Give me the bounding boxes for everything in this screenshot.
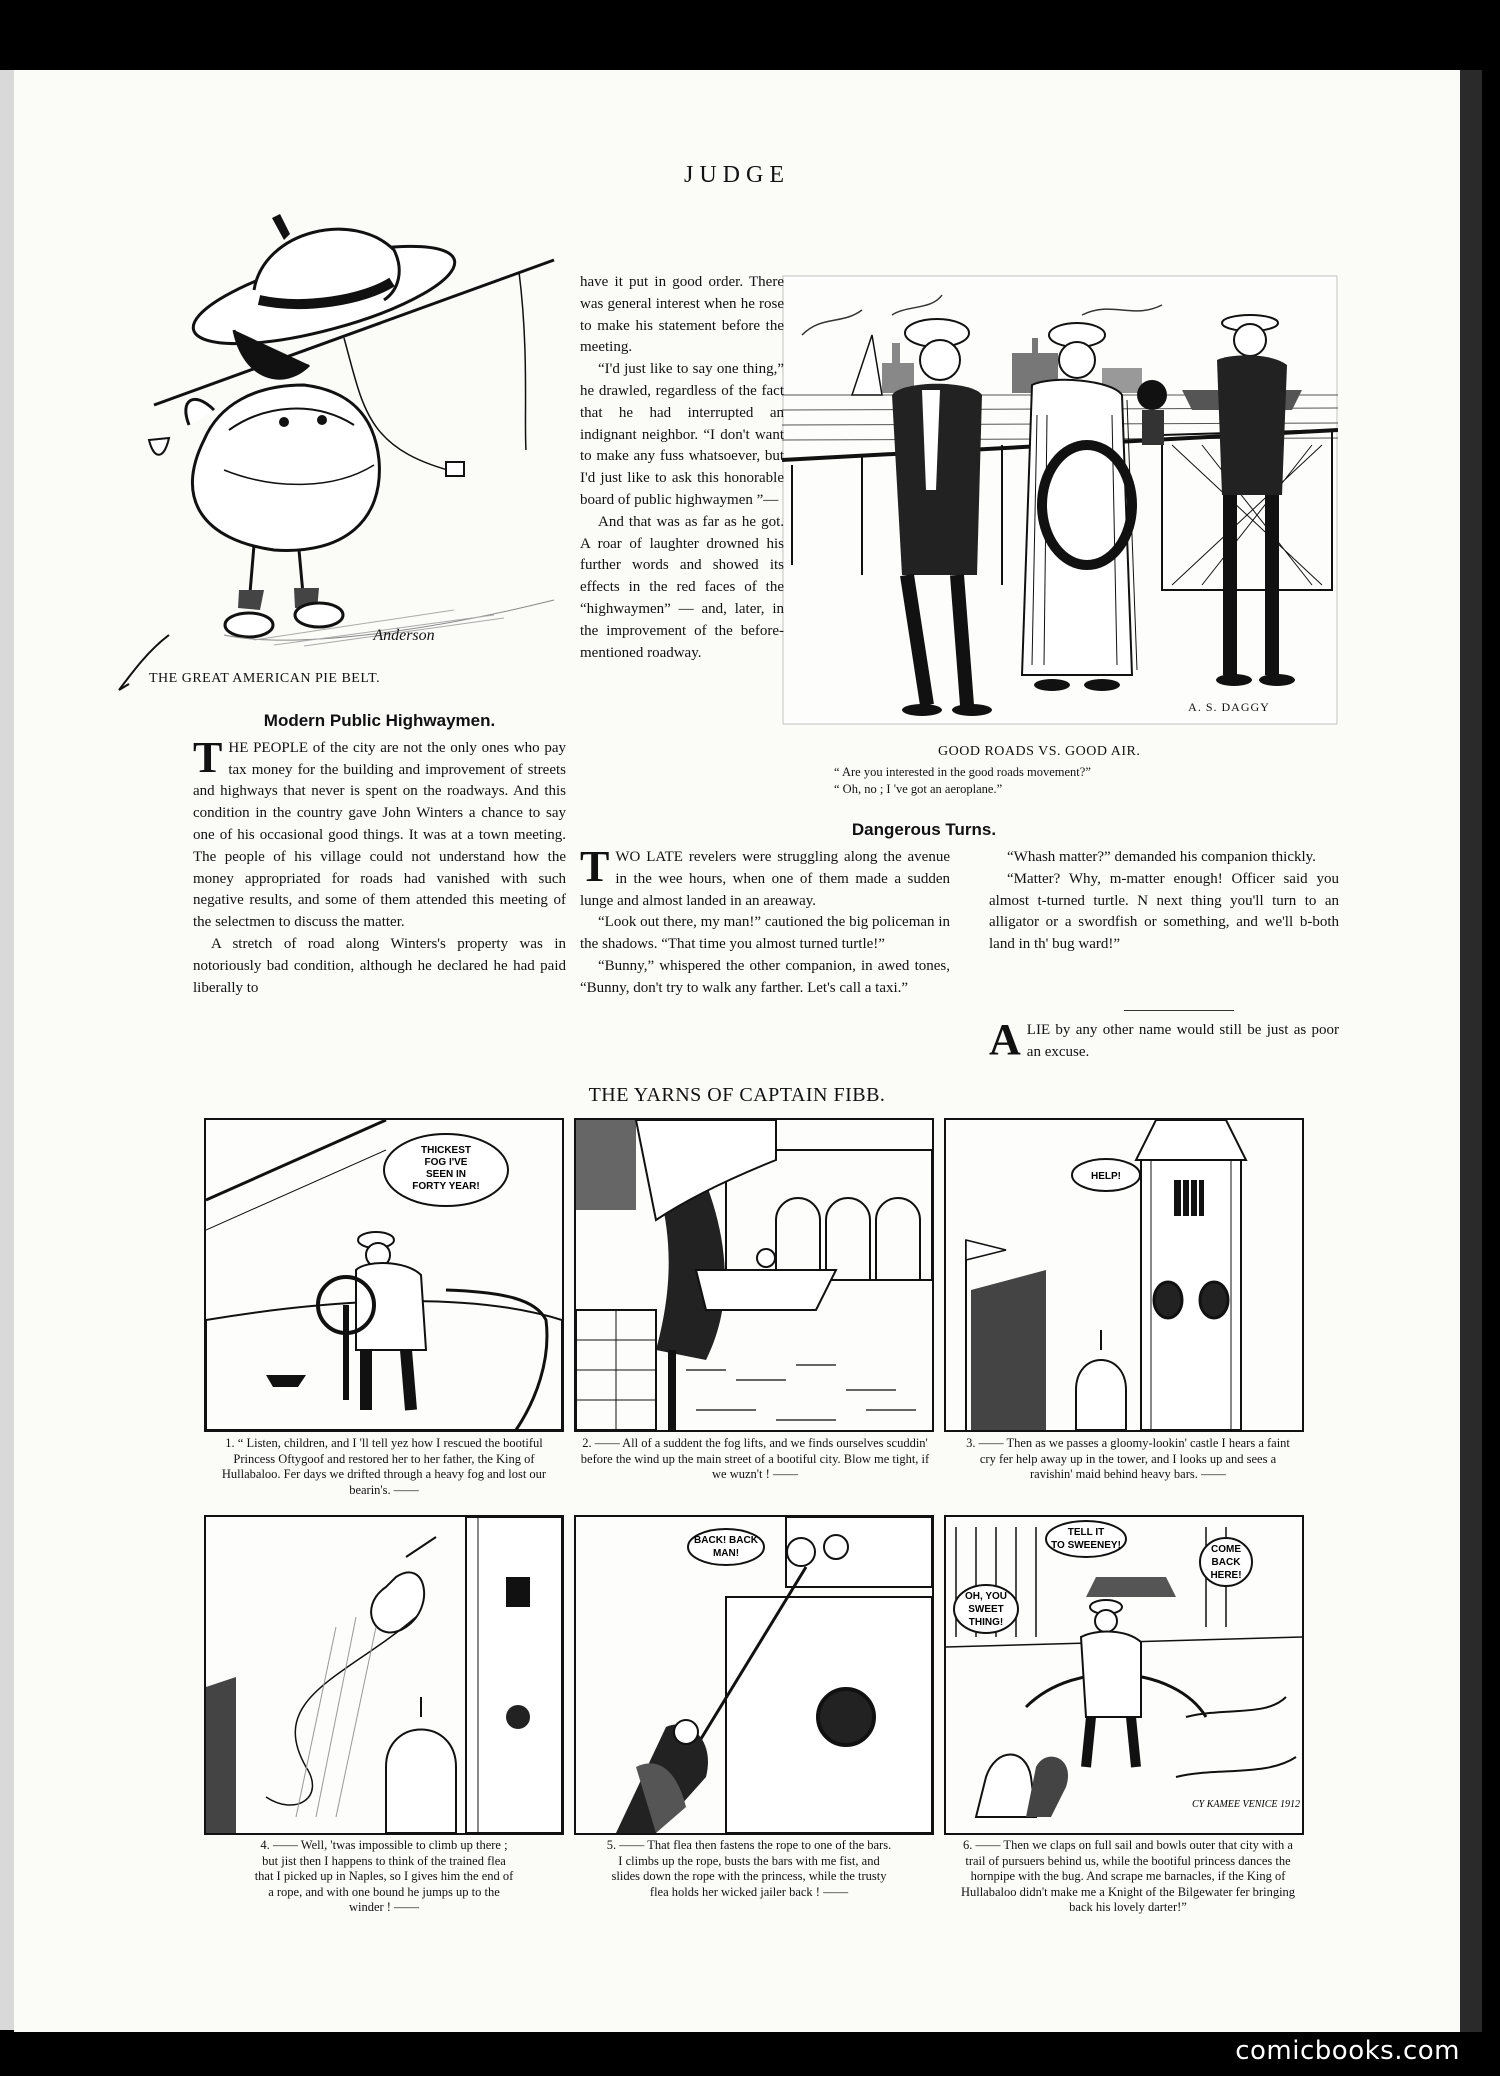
article-dangerous-p2: “Look out there, my man!” cautioned the big policeman in the shadows. “That time you almost turned turtle!” — [580, 914, 950, 953]
good-roads-signature: A. S. DAGGY — [1188, 700, 1270, 714]
article-lie — [989, 1015, 1339, 1064]
article-highwaymen-p3: have it put in good order. There was general interest when he rose to make his statement before the meeting. — [580, 274, 784, 356]
scan-right-edge — [1460, 70, 1482, 2032]
article-dangerous-p5: “Matter? Why, m-matter enough! Officer said you almost t-turned turtle. N next thing you'll turn to an alligator or a swordfish or something, and we'll b-both land in th' bug ward!” — [989, 870, 1339, 953]
panel-6-balloon3-line-1: COME — [1211, 1544, 1241, 1555]
panel-6-balloon2-line-2: SWEET — [968, 1604, 1004, 1615]
masthead: JUDGE — [684, 162, 790, 188]
panel-3-balloon: HELP! — [1091, 1171, 1121, 1182]
panel-1-balloon-line-4: FORTY YEAR! — [412, 1181, 480, 1192]
strip-title: THE YARNS OF CAPTAIN FIBB. — [588, 1084, 886, 1106]
comic-panel-4 — [204, 1515, 564, 1835]
pie-belt-signature: Anderson — [373, 627, 435, 644]
article-highwaymen-p2: A stretch of road along Winters's property was in notoriously bad condition, although he declared he had paid liberally to — [193, 935, 566, 996]
panel-6-balloon3-line-3: HERE! — [1210, 1570, 1242, 1581]
panel-5-balloon-line-2: MAN! — [712, 1548, 740, 1559]
good-roads-line-1: “ Are you interested in the good roads movement?” — [834, 765, 1091, 779]
article-dangerous-p4: “Whash matter?” demanded his companion thickly. — [1007, 849, 1316, 865]
divider-rule — [1124, 1010, 1234, 1011]
article-lie-text-span: LIE by any other name would still be just as poor an excuse. — [1026, 1022, 1339, 1060]
comic-panel-5-caption: 5. —— That flea then fastens the rope to one of the bars. I climbs up the rope, busts the bars with me fist, and slides down the rope with the princess, while the trusty flea holds her wicked jailer back ! —— — [606, 1838, 892, 1899]
article-highwaymen-p1 — [193, 732, 566, 934]
dropcap-a: A — [989, 1015, 1021, 1064]
article-dangerous-col1 — [580, 842, 950, 1000]
comic-panel-3 — [944, 1118, 1304, 1432]
comic-panel-4-caption: 4. —— Well, 'twas impossible to climb up there ; but jist then I happens to think of the trained flea that I picked up in Naples, so I gives him the end of a rope, and with one bound he jumps up to the winder ! —— — [254, 1838, 514, 1914]
panel-1-balloon-line-1: THICKEST — [421, 1145, 471, 1156]
panel-6-balloon-line-1: TELL IT — [1067, 1527, 1105, 1538]
panel-6-balloon2-line-1: OH, YOU — [964, 1591, 1008, 1602]
dropcap-t: T — [193, 732, 223, 782]
good-roads-caption: GOOD ROADS VS. GOOD AIR. — [938, 744, 1141, 759]
panel-6-balloon-line-2: TO SWEENEY! — [1051, 1540, 1121, 1551]
comic-panel-5 — [574, 1515, 934, 1835]
scan-left-edge — [0, 70, 14, 2030]
article-highwaymen-title: Modern Public Highwaymen. — [263, 711, 496, 730]
panel-5-balloon-line-1: BACK! BACK — [694, 1535, 758, 1546]
watermark: comicbooks.com — [1235, 2036, 1460, 2066]
article-dangerous-p1 — [580, 842, 950, 912]
good-roads-line-2: “ Oh, no ; I 've got an aeroplane.” — [834, 782, 1003, 796]
comic-panel-6-caption: 6. —— Then we claps on full sail and bowls outer that city with a trail of pursuers behind us, while the bootiful princess dances the hornpipe with the bug. And scrape me barnacles, if the King of Hullabaloo didn't make me a Knight of the Bilgewater fer bringing back his lovely darter!” — [960, 1838, 1296, 1914]
article-dangerous-p1-text: WO LATE revelers were struggling along the avenue in the wee hours, when one of them made a sudden lunge and almost landed in an areaway. — [580, 849, 950, 909]
article-highwaymen-p4: “I'd just like to say one thing,” he drawled, regardless of the fact that he had interrupted an indignant neighbor. “I don't want to make any fuss whatsoever, but I'd just like to ask this honorable board of public highwaymen ”— — [580, 361, 784, 508]
article-dangerous-col2 — [989, 847, 1339, 956]
panel-1-balloon-line-2: FOG I'VE — [424, 1157, 468, 1168]
article-highwaymen-col1 — [193, 710, 566, 999]
article-highwaymen-p1-text: HE PEOPLE of the city are not the only ones who pay tax money for the building and improvement of streets and highways that never is spent on the roadways. And this condition in the country gave John Winters a chance to say one of his occasional good things. It was at a town meeting. The people of his village could not understand how the money appropriated for roads had vanished with such negative results, and some of them attended this meeting of the selectmen to discuss the matter. — [193, 739, 566, 931]
comic-panel-1-caption: 1. “ Listen, children, and I 'll tell yez how I rescued the bootiful Princess Oftygoof and restored her to her father, the King of Hullabaloo. Fer days we drifted through a heavy fog and lost our bearin's. —— — [221, 1436, 547, 1497]
panel-1-balloon-line-3: SEEN IN — [425, 1169, 467, 1180]
pie-belt-illustration — [134, 190, 574, 670]
panel-6-balloon2-line-3: THING! — [968, 1617, 1004, 1628]
comic-panel-2 — [574, 1118, 934, 1432]
strip-signature: CY KAMEE VENICE 1912 — [1191, 1799, 1301, 1810]
article-highwaymen-col2 — [580, 272, 784, 664]
good-roads-cartoon — [782, 275, 1338, 725]
article-highwaymen-p5: And that was as far as he got. A roar of laughter drowned his further words and showed its effects in the red faces of the “highwaymen” — and, later, in the improvement of the before-mentioned roadway. — [580, 513, 784, 661]
article-lie-text — [989, 1015, 1339, 1064]
pie-belt-caption-swoosh — [114, 630, 174, 700]
dropcap-t-2: T — [580, 842, 610, 891]
comic-panel-6 — [944, 1515, 1304, 1835]
article-dangerous-p3: “Bunny,” whispered the other companion, in awed tones, “Bunny, don't try to walk any farther. Let's call a taxi.” — [580, 957, 950, 996]
comic-panel-1 — [204, 1118, 564, 1432]
pie-belt-caption: THE GREAT AMERICAN PIE BELT. — [149, 671, 381, 686]
article-dangerous-title: Dangerous Turns. — [851, 820, 997, 839]
comic-panel-3-caption: 3. —— Then as we passes a gloomy-lookin' castle I hears a faint cry fer help away up in the tower, and I looks up and sees a ravishin' maid behind heavy bars. —— — [966, 1436, 1290, 1481]
comic-panel-2-caption: 2. —— All of a suddent the fog lifts, and we finds ourselves scuddin' before the wind up the main street of a bootiful city. Blow me tight, if we wuzn't ! —— — [580, 1436, 930, 1481]
magazine-page — [14, 70, 1460, 2032]
panel-6-balloon3-line-2: BACK — [1211, 1557, 1241, 1568]
